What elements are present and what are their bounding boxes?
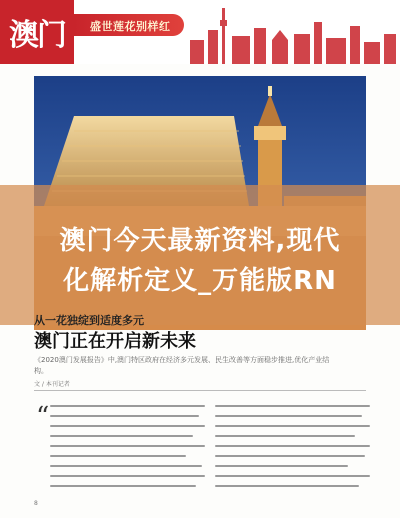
divider (34, 390, 366, 391)
logo-text: 澳门 (9, 18, 65, 53)
ribbon-title: 盛世莲花别样红 (90, 20, 171, 33)
article-kicker: 从一花独绽到适度多元 (34, 314, 144, 327)
body-column-left (50, 405, 205, 495)
article-byline: 文 / 本刊记者 (34, 381, 70, 388)
skyline-illustration (180, 0, 400, 64)
article-intro: 《2020澳门发展报告》中,澳门特区政府在经济多元发展、民生改善等方面稳步推进,优化产业结构。 (34, 356, 330, 375)
article-headline: 澳门正在开启新未来 (34, 331, 196, 352)
overlay-title-line-2: 化解析定义_万能版RN (63, 266, 337, 296)
quote-mark-icon: “ (36, 402, 50, 432)
page-number: 8 (34, 500, 38, 507)
body-column-right (215, 405, 370, 495)
page-header (0, 0, 400, 64)
overlay-title-line-1: 澳门今天最新资料,现代 (59, 226, 341, 256)
section-logo (0, 0, 74, 64)
